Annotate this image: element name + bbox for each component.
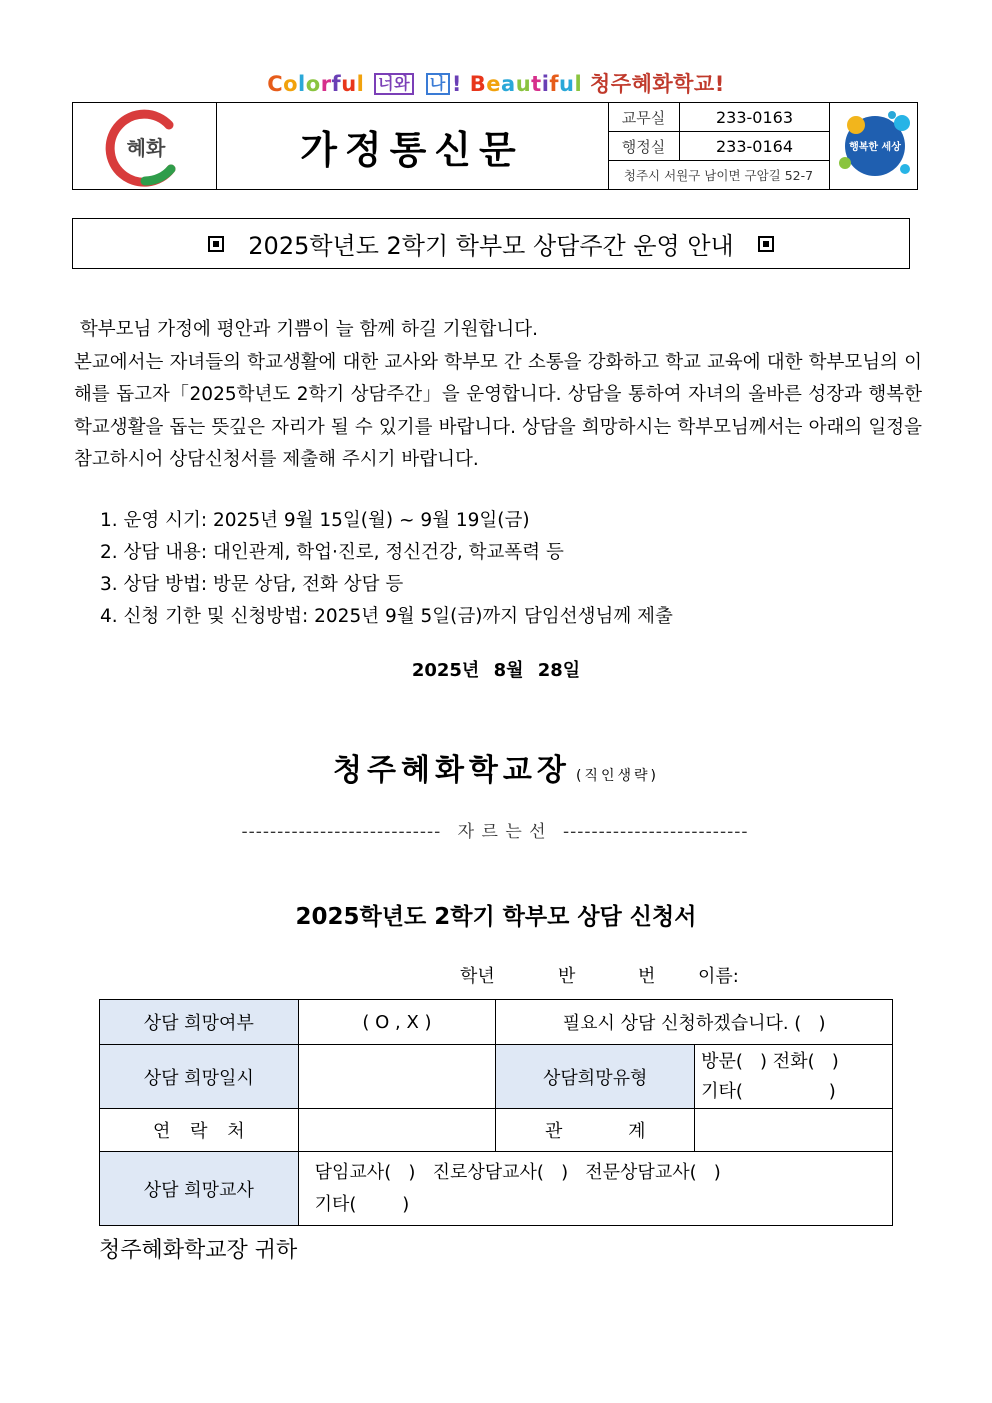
type-other-line: 기타( ) <box>701 1080 836 1102</box>
name-label: 이름: <box>698 966 739 987</box>
list-item: 2. 상담 내용: 대인관계, 학업·진로, 정신건강, 학교폭력 등 <box>100 542 564 563</box>
slogan-letter: u <box>515 72 532 96</box>
signer-name: 청주혜화학교장 <box>333 753 571 788</box>
teacher-options-line: 담임교사( ) 진로상담교사( ) 전문상담교사( ) <box>314 1161 721 1183</box>
date-field[interactable] <box>298 1045 496 1109</box>
teacher-label: 상담 희망교사 <box>100 1152 299 1226</box>
letterhead <box>72 102 918 190</box>
contact-field[interactable] <box>298 1109 496 1152</box>
list-item: 4. 신청 기한 및 신청방법: 2025년 9월 5일(금)까지 담임선생님께 제출 <box>100 606 673 627</box>
slogan-letter: f <box>549 72 560 96</box>
slogan-letter: o <box>305 72 321 96</box>
type-option-line: 방문( ) 전화( ) <box>701 1050 839 1072</box>
relation-field[interactable] <box>695 1109 893 1152</box>
greeting-paragraph: 학부모님 가정에 평안과 기쁨이 늘 함께 하길 기원합니다. <box>74 319 538 340</box>
student-info-line <box>460 962 739 988</box>
hope-value-field[interactable]: ( O , X ) <box>298 1000 496 1045</box>
main-paragraph: 본교에서는 자녀들의 학교생활에 대한 교사와 학부모 간 소통을 강화하고 학교 교육에 대한 학부모님의 이해를 돕고자「2025학년도 2학기 상담주간」을 운영합니다. 상담을 통하여 자녀의 올바른 성장과 행복한 학교생활을 돕는 뜻깊은 자리가 될 수 있기를 바랍니다. 상담을 희망하시는 학부모님께서는 아래의 일정을 참고하시어 상담신청서를 제출해 주시기 바랍니다. <box>74 351 922 470</box>
hope-note-field[interactable]: 필요시 상담 신청하겠습니다. ( ) <box>496 1000 893 1045</box>
number-label: 번 <box>638 966 656 987</box>
cut-label: 자 르 는 선 <box>457 822 547 842</box>
slogan-letter: l <box>298 72 306 96</box>
phone2-label: 행정실 <box>608 132 680 161</box>
cut-line <box>100 817 890 842</box>
cut-dashes-right: -------------------------- <box>562 822 749 842</box>
form-closing: 청주혜화학교장 귀하 <box>99 1238 298 1263</box>
logo-text: 혜화 <box>126 136 166 160</box>
slogan-letter: C <box>267 72 284 96</box>
slogan-letter: f <box>331 72 342 96</box>
schedule-list <box>100 505 673 633</box>
teacher-other-line: 기타( ) <box>314 1193 410 1215</box>
type-field[interactable] <box>695 1045 893 1109</box>
school-logo-icon <box>73 103 216 189</box>
slogan <box>0 68 992 98</box>
slogan-box-me: 나 <box>426 73 450 95</box>
relation-label: 관 계 <box>496 1109 695 1152</box>
application-form-table <box>99 999 893 1226</box>
class-label: 반 <box>558 966 576 987</box>
phone1-label: 교무실 <box>608 103 680 132</box>
date-label: 상담 희망일시 <box>100 1045 299 1109</box>
hope-label: 상담 희망여부 <box>100 1000 299 1045</box>
contact-label: 연 락 처 <box>100 1109 299 1152</box>
table-row <box>100 1045 893 1109</box>
slogan-letter: o <box>283 72 299 96</box>
table-row <box>100 1000 893 1045</box>
phone1-number: 233-0163 <box>680 103 830 132</box>
globe-art-icon <box>830 103 917 189</box>
phone2-number: 233-0164 <box>680 132 830 161</box>
seal-note: (직인생략) <box>575 768 659 784</box>
table-row <box>100 1109 893 1152</box>
slogan-letter: r <box>320 72 332 96</box>
cut-dashes-left: ---------------------------- <box>241 822 442 842</box>
page-title: 가정통신문 <box>216 103 609 189</box>
school-address: 청주시 서원구 남이면 구암길 52-7 <box>608 161 830 189</box>
slogan-letter: l <box>356 72 365 96</box>
issue-date: 2025년 8월 28일 <box>411 660 581 681</box>
square-bullet-icon <box>758 236 774 252</box>
slogan-school: 청주혜화학교! <box>582 72 725 96</box>
teacher-field[interactable] <box>298 1152 892 1226</box>
notice-title-box <box>72 218 910 269</box>
table-row <box>100 1152 893 1226</box>
art-text: 행복한 세상 <box>849 142 901 153</box>
notice-title: 2025학년도 2학기 학부모 상담주간 운영 안내 <box>248 232 734 260</box>
slogan-bang: ! <box>451 72 470 96</box>
slogan-letter: t <box>531 72 542 96</box>
slogan-letter: u <box>341 72 357 96</box>
list-item: 1. 운영 시기: 2025년 9월 15일(월) ~ 9월 19일(금) <box>100 510 530 531</box>
slogan-letter: B <box>469 72 487 96</box>
slogan-box-you-and: 너와 <box>374 73 414 95</box>
type-label: 상담희망유형 <box>496 1045 695 1109</box>
list-item: 3. 상담 방법: 방문 상담, 전화 상담 등 <box>100 574 404 595</box>
slogan-letter: u <box>559 72 575 96</box>
slogan-letter: a <box>501 72 516 96</box>
notice-body <box>74 314 922 477</box>
school-art <box>830 103 917 189</box>
school-logo <box>73 103 217 189</box>
signature <box>0 745 992 789</box>
form-title: 2025학년도 2학기 학부모 상담 신청서 <box>295 904 697 930</box>
slogan-letter: l <box>574 72 583 96</box>
slogan-letter: e <box>486 72 502 96</box>
grade-label: 학년 <box>460 966 495 987</box>
slogan-letter: i <box>541 72 550 96</box>
square-bullet-icon <box>208 236 224 252</box>
